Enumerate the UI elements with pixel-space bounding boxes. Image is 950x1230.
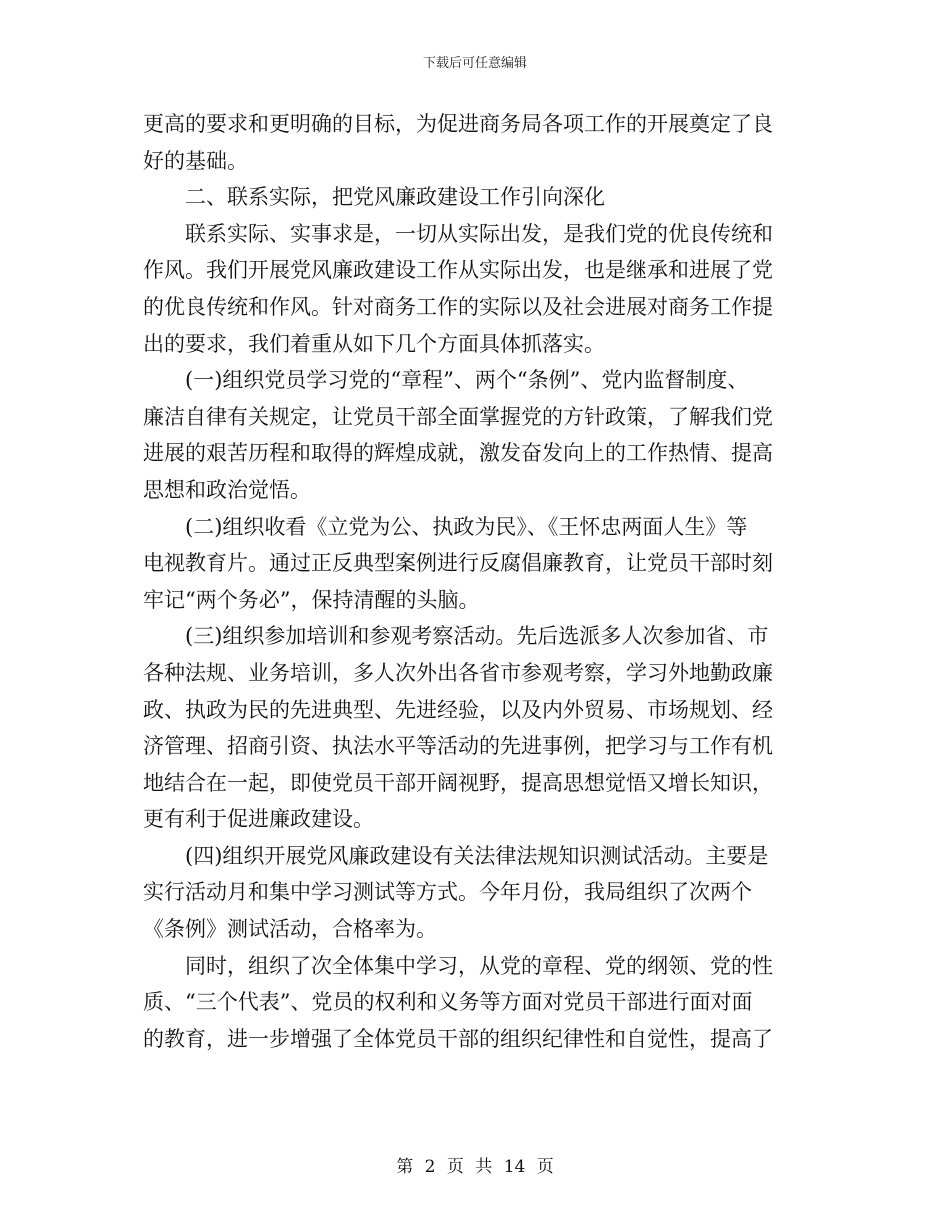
text-line: 济管理、招商引资、执法水平等活动的先进事例，把学习与工作有机 bbox=[143, 734, 773, 759]
text-line: 地结合在一起，即使党员干部开阔视野，提高思想觉悟又增长知识， bbox=[143, 770, 773, 795]
text-line: 各种法规、业务培训，多人次外出各省市参观考察，学习外地勤政廉 bbox=[143, 660, 773, 685]
page-number-footer: 第 2 页 共 14 页 bbox=[396, 1157, 554, 1177]
text-line: (四)组织开展党风廉政建设有关法律法规知识测试活动。主要是 bbox=[185, 843, 769, 868]
text-line: (一)组织党员学习党的“章程”、两个“条例”、党内监督制度、 bbox=[185, 368, 749, 393]
text-line: 《条例》测试活动，合格率为。 bbox=[143, 917, 437, 942]
text-line: 同时，组织了次全体集中学习，从党的章程、党的纲领、党的性 bbox=[185, 953, 773, 978]
text-line: 电视教育片。通过正反典型案例进行反腐倡廉教育，让党员干部时刻 bbox=[143, 551, 773, 576]
text-line: 作风。我们开展党风廉政建设工作从实际出发，也是继承和进展了党 bbox=[143, 258, 773, 283]
text-line: 廉洁自律有关规定，让党员干部全面掌握党的方针政策，了解我们党 bbox=[143, 404, 773, 429]
section-heading: 二、联系实际，把党风廉政建设工作引向深化 bbox=[185, 185, 605, 210]
text-line: 更高的要求和更明确的目标，为促进商务局各项工作的开展奠定了良 bbox=[143, 112, 773, 136]
text-line: (二)组织收看《立党为公、执政为民》、《王怀忠两面人生》等 bbox=[185, 514, 748, 539]
text-line: 实行活动月和集中学习测试等方式。今年月份，我局组织了次两个 bbox=[143, 880, 752, 905]
page-header: 下载后可任意编辑 bbox=[422, 56, 527, 71]
text-line: 好的基础。 bbox=[143, 148, 248, 173]
text-line: 更有利于促进廉政建设。 bbox=[143, 807, 374, 832]
text-line: 政、执政为民的先进典型、先进经验，以及内外贸易、市场规划、经 bbox=[143, 697, 773, 722]
text-line: (三)组织参加培训和参观考察活动。先后选派多人次参加省、市 bbox=[185, 624, 769, 649]
document-body bbox=[143, 106, 811, 1057]
text-line: 思想和政治觉悟。 bbox=[143, 477, 311, 502]
text-line: 的优良传统和作风。针对商务工作的实际以及社会进展对商务工作提 bbox=[143, 294, 773, 319]
text-line: 的教育，进一步增强了全体党员干部的组织纪律性和自觉性，提高了 bbox=[143, 1026, 773, 1051]
text-line: 进展的艰苦历程和取得的辉煌成就，激发奋发向上的工作热情、提高 bbox=[143, 441, 773, 466]
text-line: 出的要求，我们着重从如下几个方面具体抓落实。 bbox=[143, 331, 605, 356]
text-line: 牢记“两个务必”，保持清醒的头脑。 bbox=[143, 587, 480, 612]
text-line: 联系实际、实事求是，一切从实际出发，是我们党的优良传统和 bbox=[185, 221, 773, 246]
text-line: 质、“三个代表”、党员的权利和义务等方面对党员干部进行面对面 bbox=[143, 990, 753, 1015]
